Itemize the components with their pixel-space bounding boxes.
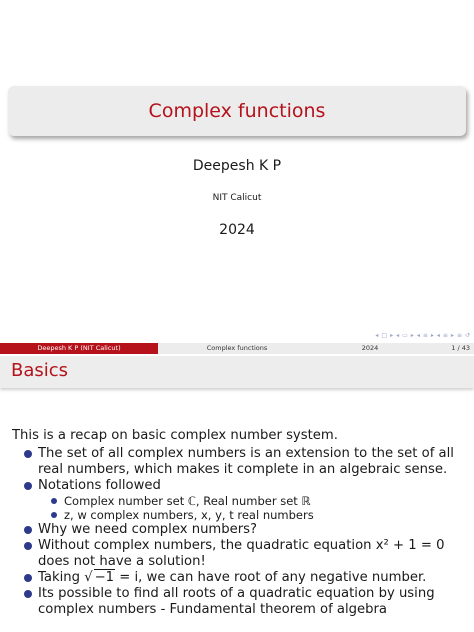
footer-bar bbox=[0, 343, 474, 354]
footer-page-number: 1 / 43 bbox=[424, 343, 474, 354]
search-icon[interactable]: ↺ bbox=[464, 332, 470, 339]
bullet-why-complex: Why we need complex numbers? bbox=[12, 522, 467, 538]
bullet-sqrt bbox=[12, 570, 467, 586]
beamer-navigation-bar bbox=[305, 332, 470, 340]
prev-section-icon[interactable]: ◂ bbox=[416, 332, 420, 339]
prev-subsection-icon[interactable]: ◂ bbox=[436, 332, 440, 339]
complex-set-symbol: ℂ bbox=[187, 494, 196, 508]
slide-body bbox=[12, 428, 467, 618]
sub-bullet-text: , Real number set bbox=[195, 494, 302, 508]
title-box bbox=[8, 86, 466, 136]
subsection-icon: ≡ bbox=[442, 332, 448, 339]
sqrt-radicand: −1 bbox=[94, 570, 115, 585]
prev-slide-icon[interactable]: ◂ bbox=[375, 332, 379, 339]
toc-icon[interactable]: ≡ bbox=[456, 332, 462, 339]
author-name: Deepesh K P bbox=[192, 158, 282, 174]
footer-author: Deepesh K P (NIT Calicut) bbox=[0, 343, 158, 354]
sub-bullet-text: Complex number set bbox=[64, 494, 188, 508]
bullet-fundamental-theorem: Its possible to find all roots of a quadratic equation by using complex numbers - Fundamental theorem of algebra bbox=[12, 586, 467, 618]
section-icon: ≡ bbox=[422, 332, 428, 339]
bullet-notations-label: Notations followed bbox=[38, 478, 161, 493]
next-slide-icon[interactable]: ▸ bbox=[390, 332, 394, 339]
bullet-text: Without complex numbers, the quadratic equation bbox=[38, 538, 376, 553]
real-set-symbol: ℝ bbox=[301, 494, 311, 508]
prev-frame-icon[interactable]: ◂ bbox=[396, 332, 400, 339]
footer-title: Complex functions bbox=[158, 343, 316, 354]
bullet-text: does not have a solution! bbox=[38, 554, 206, 569]
equation: x² + 1 = 0 bbox=[375, 538, 445, 553]
sub-bullet-number-sets bbox=[38, 494, 467, 508]
equation: = i bbox=[115, 570, 139, 585]
frame-icon: ▭ bbox=[402, 332, 408, 339]
next-section-icon[interactable]: ▸ bbox=[430, 332, 434, 339]
intro-text: This is a recap on basic complex number system. bbox=[12, 428, 338, 443]
bullet-quadratic bbox=[12, 538, 467, 570]
next-subsection-icon[interactable]: ▸ bbox=[450, 332, 454, 339]
bullet-text: Taking bbox=[38, 570, 85, 585]
bullet-notations bbox=[12, 478, 467, 522]
bullet-text: , we can have root of any negative number. bbox=[138, 570, 427, 585]
bullet-extension: The set of all complex numbers is an extension to the set of all real numbers, which makes it complete in an algebraic sense. bbox=[12, 446, 467, 478]
next-frame-icon[interactable]: ▸ bbox=[410, 332, 414, 339]
presentation-date: 2024 bbox=[219, 222, 255, 238]
footer-date: 2024 bbox=[316, 343, 424, 354]
institute-name: NIT Calicut bbox=[212, 193, 262, 203]
sub-bullet-variables: z, w complex numbers, x, y, t real numbers bbox=[38, 508, 467, 522]
presentation-title: Complex functions bbox=[148, 100, 326, 122]
bullet-list bbox=[12, 446, 467, 618]
slide-icon: □ bbox=[381, 332, 388, 339]
frame-title: Basics bbox=[11, 360, 69, 381]
sqrt-sign: √ bbox=[84, 570, 93, 585]
sub-bullet-list bbox=[38, 494, 467, 522]
frame-header bbox=[0, 356, 474, 388]
